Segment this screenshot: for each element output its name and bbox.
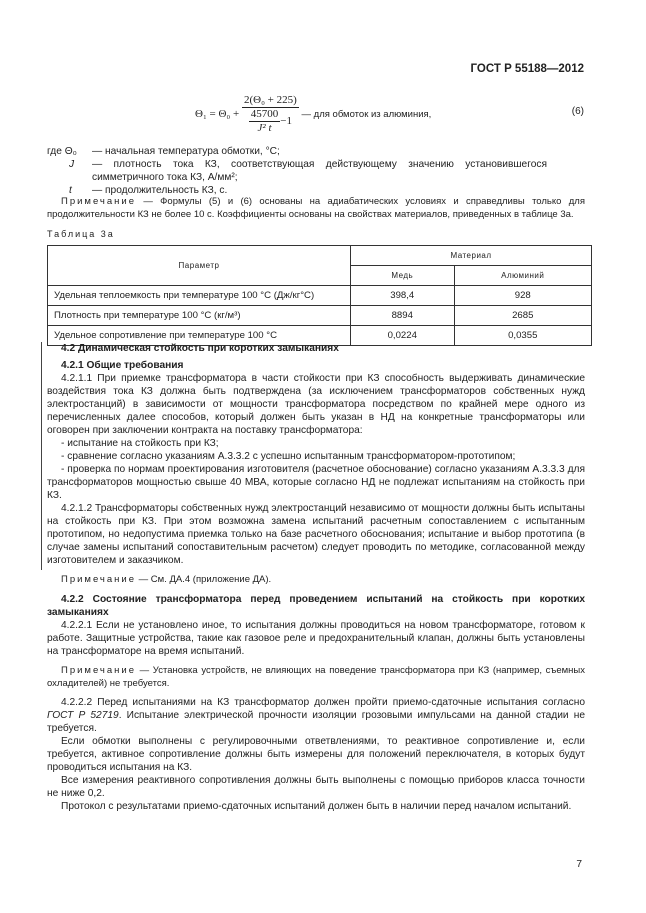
document-header: ГОСТ Р 55188—2012	[470, 63, 584, 75]
definition-prefix: где	[47, 146, 62, 157]
cell-copper: 8894	[351, 306, 455, 326]
definition-symbol: t	[69, 185, 72, 196]
formula-fraction	[242, 94, 299, 135]
table-row	[48, 306, 592, 326]
note-text: — См. ДА.4 (приложение ДА).	[136, 574, 272, 585]
col-header-parameter: Параметр	[48, 246, 351, 286]
cell-copper: 398,4	[351, 286, 455, 306]
list-item: - испытание на стойкость при КЗ;	[61, 438, 219, 449]
note-da4	[47, 573, 585, 586]
cell-param: Удельная теплоемкость при температуре 100 °С (Дж/кг°С)	[48, 286, 351, 306]
formula-den-den: J² t	[257, 122, 272, 134]
cell-param: Удельное сопротивление при температуре 100 °С	[48, 326, 351, 346]
cell-aluminum: 2685	[454, 306, 592, 326]
note-label: Примечание	[61, 574, 136, 585]
cell-param: Плотность при температуре 100 °С (кг/м³)	[48, 306, 351, 326]
formula-den-tail: −1	[280, 115, 292, 128]
formula-text: — для обмоток из алюминия,	[301, 109, 432, 121]
note-label: Примечание	[61, 665, 136, 676]
col-header-copper: Медь	[351, 266, 455, 286]
note-text: — Формулы (5) и (6) основаны на адиабатических условиях и справедливы только для продолжительности КЗ не более 10 с. Коэффициенты основаны на свойствах материалов, приведенных в таблице 3а.	[47, 196, 585, 220]
table-caption: Таблица 3а	[47, 229, 115, 239]
definition-symbol: Θ₀	[64, 146, 77, 157]
list-item: - проверка по нормам проектирования изготовителя (расчетное обоснование) согласно указаниям А.3.3.3 для трансформаторов мощностью свыше 40 МВА, которые согласно НД не подлежат испытаниям на стойкость при КЗ.	[47, 464, 585, 501]
note-text: — Установка устройств, не влияющих на поведение трансформатора при КЗ (например, съемных охладителей) не требуется.	[47, 665, 585, 689]
formula-den-num: 45700	[250, 108, 279, 120]
section-4-2	[47, 342, 585, 813]
subsection-heading: 4.2.2 Состояние трансформатора перед проведением испытаний на стойкость при коротких замыканиях	[47, 594, 585, 618]
paragraph	[47, 696, 585, 735]
formula-6	[195, 94, 590, 142]
change-bar	[41, 342, 42, 570]
cell-aluminum: 928	[454, 286, 592, 306]
table-row	[48, 286, 592, 306]
paragraph: 4.2.1.2 Трансформаторы собственных нужд электростанций независимо от мощности должны быть испытаны на стойкость при КЗ. При этом возможна замена испытаний расчетным сопоставлением с испытанным прототипом, но недопустима приемка только на базе расчетного обоснования; испытание и выбор прототипа (в случае замены испытаний сопоставительным расчетом) следует проводить по методике, согласованной между изготовителем и заказчиком.	[47, 503, 585, 566]
paragraph: Протокол с результатами приемо-сдаточных испытаний должен быть в наличии перед началом испытаний.	[61, 801, 572, 812]
col-header-material: Материал	[351, 246, 592, 266]
definition-text: — продолжительность КЗ, с.	[92, 185, 228, 196]
paragraph: 4.2.2.1 Если не установлено иное, то испытания должны проводиться на новом трансформаторе, готовом к работе. Защитные устройства, такие как газовое реле и предохранительный клапан, должны быть установлены на трансформаторе на время испытаний.	[47, 620, 585, 657]
standard-reference: ГОСТ Р 52719	[47, 710, 119, 721]
definition-text: — плотность тока КЗ, соответствующая действующему значению установившегося симметричного тока КЗ, А/мм²;	[92, 159, 547, 183]
list-item: - сравнение согласно указаниям А.3.3.2 с успешно испытанным трансформатором-прототипом;	[61, 451, 516, 462]
definitions	[47, 145, 587, 197]
paragraph: Если обмотки выполнены с регулировочными ответвлениями, то реактивное сопротивление и, если требуется, активное сопротивление должны быть измерены для положений переключателя, в которых будут проводиться испытания на КЗ.	[47, 736, 585, 773]
subsection-heading: 4.2.1 Общие требования	[61, 360, 184, 371]
cell-aluminum: 0,0355	[454, 326, 592, 346]
section-heading: 4.2 Динамическая стойкость при коротких замыканиях	[61, 343, 339, 354]
formula-denominator	[242, 108, 299, 135]
note-devices	[47, 664, 585, 690]
col-header-aluminum: Алюминий	[454, 266, 592, 286]
paragraph: 4.2.1.1 При приемке трансформатора в части стойкости при КЗ способность выдерживать динамические воздействия тока КЗ должна быть подтверждена (за исключением трансформаторов собственных нужд электростанций) в зависимости от мощности трансформатора посредством по крайней мере одного из перечисленных далее способов, который должен быть указан в НД на конкретные трансформаторы или оговорен при заключении контракта на поставку трансформатора:	[47, 373, 585, 436]
page-number: 7	[576, 859, 582, 870]
text: . Испытание электрической прочности изоляции грозовыми импульсами на данной стадии не требуется.	[47, 710, 585, 734]
formula-numerator: 2(Θ₀ + 225)	[243, 94, 297, 106]
definition-text: — начальная температура обмотки, °С;	[92, 146, 280, 157]
table-3a	[47, 245, 592, 346]
formula-lhs: Θ₁ = Θ₀ +	[195, 108, 240, 121]
equation-number: (6)	[571, 106, 584, 117]
paragraph: Все измерения реактивного сопротивления должны быть выполнены с помощью приборов класса точности не ниже 0,2.	[47, 775, 585, 799]
note-formulas	[47, 195, 585, 221]
note-label: Примечание	[61, 196, 136, 207]
definition-row	[47, 158, 587, 184]
definition-symbol: J	[69, 159, 75, 170]
text: 4.2.2.2 Перед испытаниями на КЗ трансформатор должен пройти приемо-сдаточные испытания согласно	[61, 697, 585, 708]
definition-row	[47, 145, 587, 158]
cell-copper: 0,0224	[351, 326, 455, 346]
